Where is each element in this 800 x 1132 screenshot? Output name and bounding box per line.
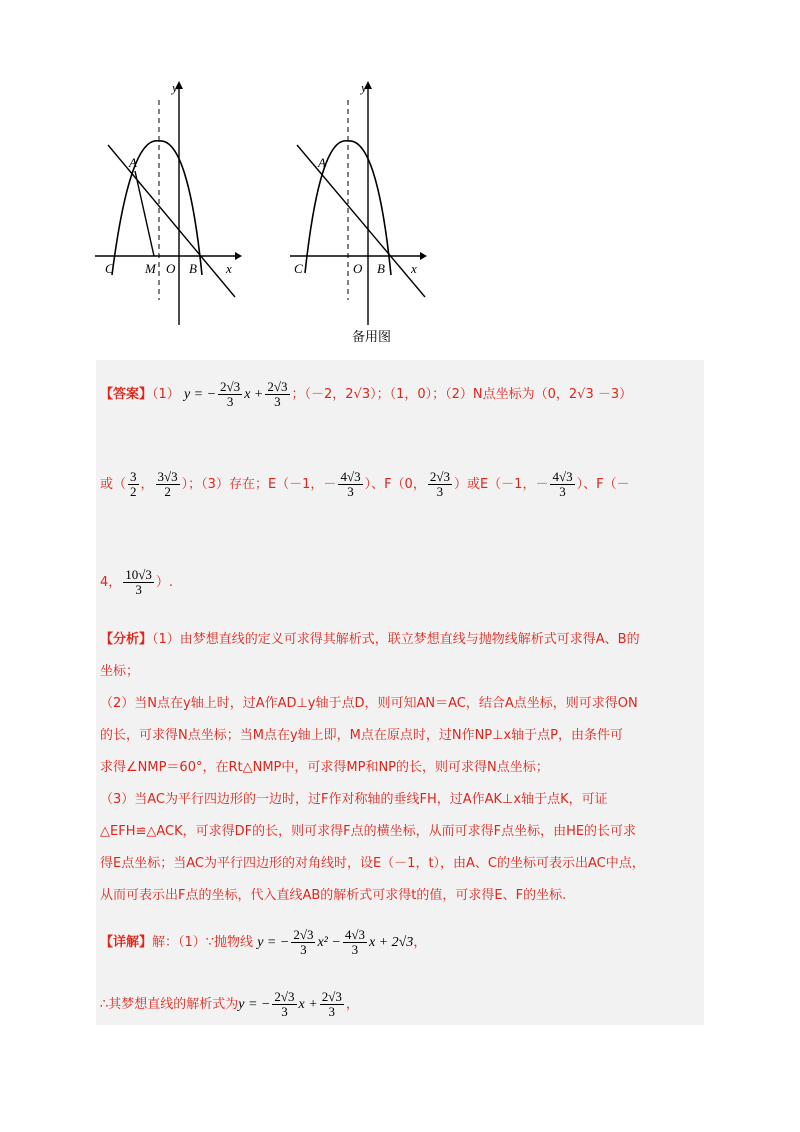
graph-figure-2: [285, 75, 440, 330]
label-y: y: [172, 80, 178, 95]
analysis-line-8: 得E点坐标；当AC为平行四边形的对角线时，设E（－1，t），由A、C的坐标可表示出AC中点，: [100, 856, 645, 871]
label-m: M: [145, 261, 156, 276]
label-c: C: [294, 261, 303, 276]
label-y: y: [361, 80, 367, 95]
answer-line-3: 4， $\frac{10√3}{3}$ ）.: [100, 567, 174, 597]
x-axis-arrow: [420, 252, 427, 260]
analysis-line-9: 从而可表示出F点的坐标，代入直线AB的解析式可求得t的值，可求得E、F的坐标.: [100, 888, 567, 903]
analysis-line-6: （3）当AC为平行四边形的一边时，过F作对称轴的垂线FH，过A作AK⊥x轴于点K，可证: [100, 792, 608, 807]
analysis-line-1: 【分析】（1）由梦想直线的定义可求得其解析式，联立梦想直线与抛物线解析式可求得A、B的: [100, 632, 640, 647]
analysis-line-2: 坐标；: [100, 664, 140, 679]
label-x: x: [226, 261, 232, 276]
label-a: A: [318, 155, 326, 170]
label-o: O: [166, 261, 176, 276]
answer-line-1: 【答案】（1） y = − $\frac{2√3}{3}$ x + $\frac{2√3}{3}$ ；（－2，2√3）；（1，0）；（2）N点坐标为（0，2√3 －3）: [100, 379, 633, 409]
label-x: x: [411, 261, 417, 276]
solution-panel: [96, 360, 704, 1025]
answer-line-2: 或（ $\frac{3}{2}$ ， $\frac{3√3}{2}$ ）；（3）存在；E（－1，－ $\frac{4√3}{3}$ ）、F（0， $\frac{2√3}{3}$ ）或E（－1，－ $\frac{4√3}{3}$ ）、F（－: [100, 469, 630, 499]
analysis-line-4: 的长，可求得N点坐标；当M点在y轴上即，M点在原点时，过N作NP⊥x轴于点P，由条件可: [100, 728, 623, 743]
graph-figure-1: [90, 75, 245, 330]
answer-heading: 【答案】: [100, 387, 153, 402]
detail-heading: 【详解】: [100, 935, 153, 950]
label-b: B: [377, 261, 385, 276]
label-c: C: [105, 261, 114, 276]
analysis-line-3: （2）当N点在y轴上时，过A作AD⊥y轴于点D，则可知AN＝AC，结合A点坐标，则可求得ON: [100, 696, 638, 711]
label-o: O: [353, 261, 363, 276]
figure-caption: 备用图: [352, 330, 392, 345]
analysis-heading: 【分析】: [100, 632, 153, 647]
analysis-line-5: 求得∠NMP＝60°，在Rt△NMP中，可求得MP和NP的长，则可求得N点坐标；: [100, 760, 549, 775]
x-axis-arrow: [235, 252, 242, 260]
detail-line-1: 【详解】解：（1）∵抛物线 y = − $\frac{2√3}{3}$ x² − $\frac{4√3}{3}$ x + 2√3，: [100, 927, 427, 957]
label-b: B: [189, 261, 197, 276]
detail-line-2: ∴其梦想直线的解析式为y = − $\frac{2√3}{3}$ x + $\frac{2√3}{3}$ ，: [100, 989, 359, 1019]
analysis-line-7: △EFH≌△ACK，可求得DF的长，则可求得F点的横坐标，从而可求得F点坐标，由HE的长可求: [100, 824, 637, 839]
label-a: A: [129, 155, 137, 170]
figures: [90, 75, 450, 355]
parabola: [112, 141, 202, 275]
segment-am: [135, 171, 154, 256]
